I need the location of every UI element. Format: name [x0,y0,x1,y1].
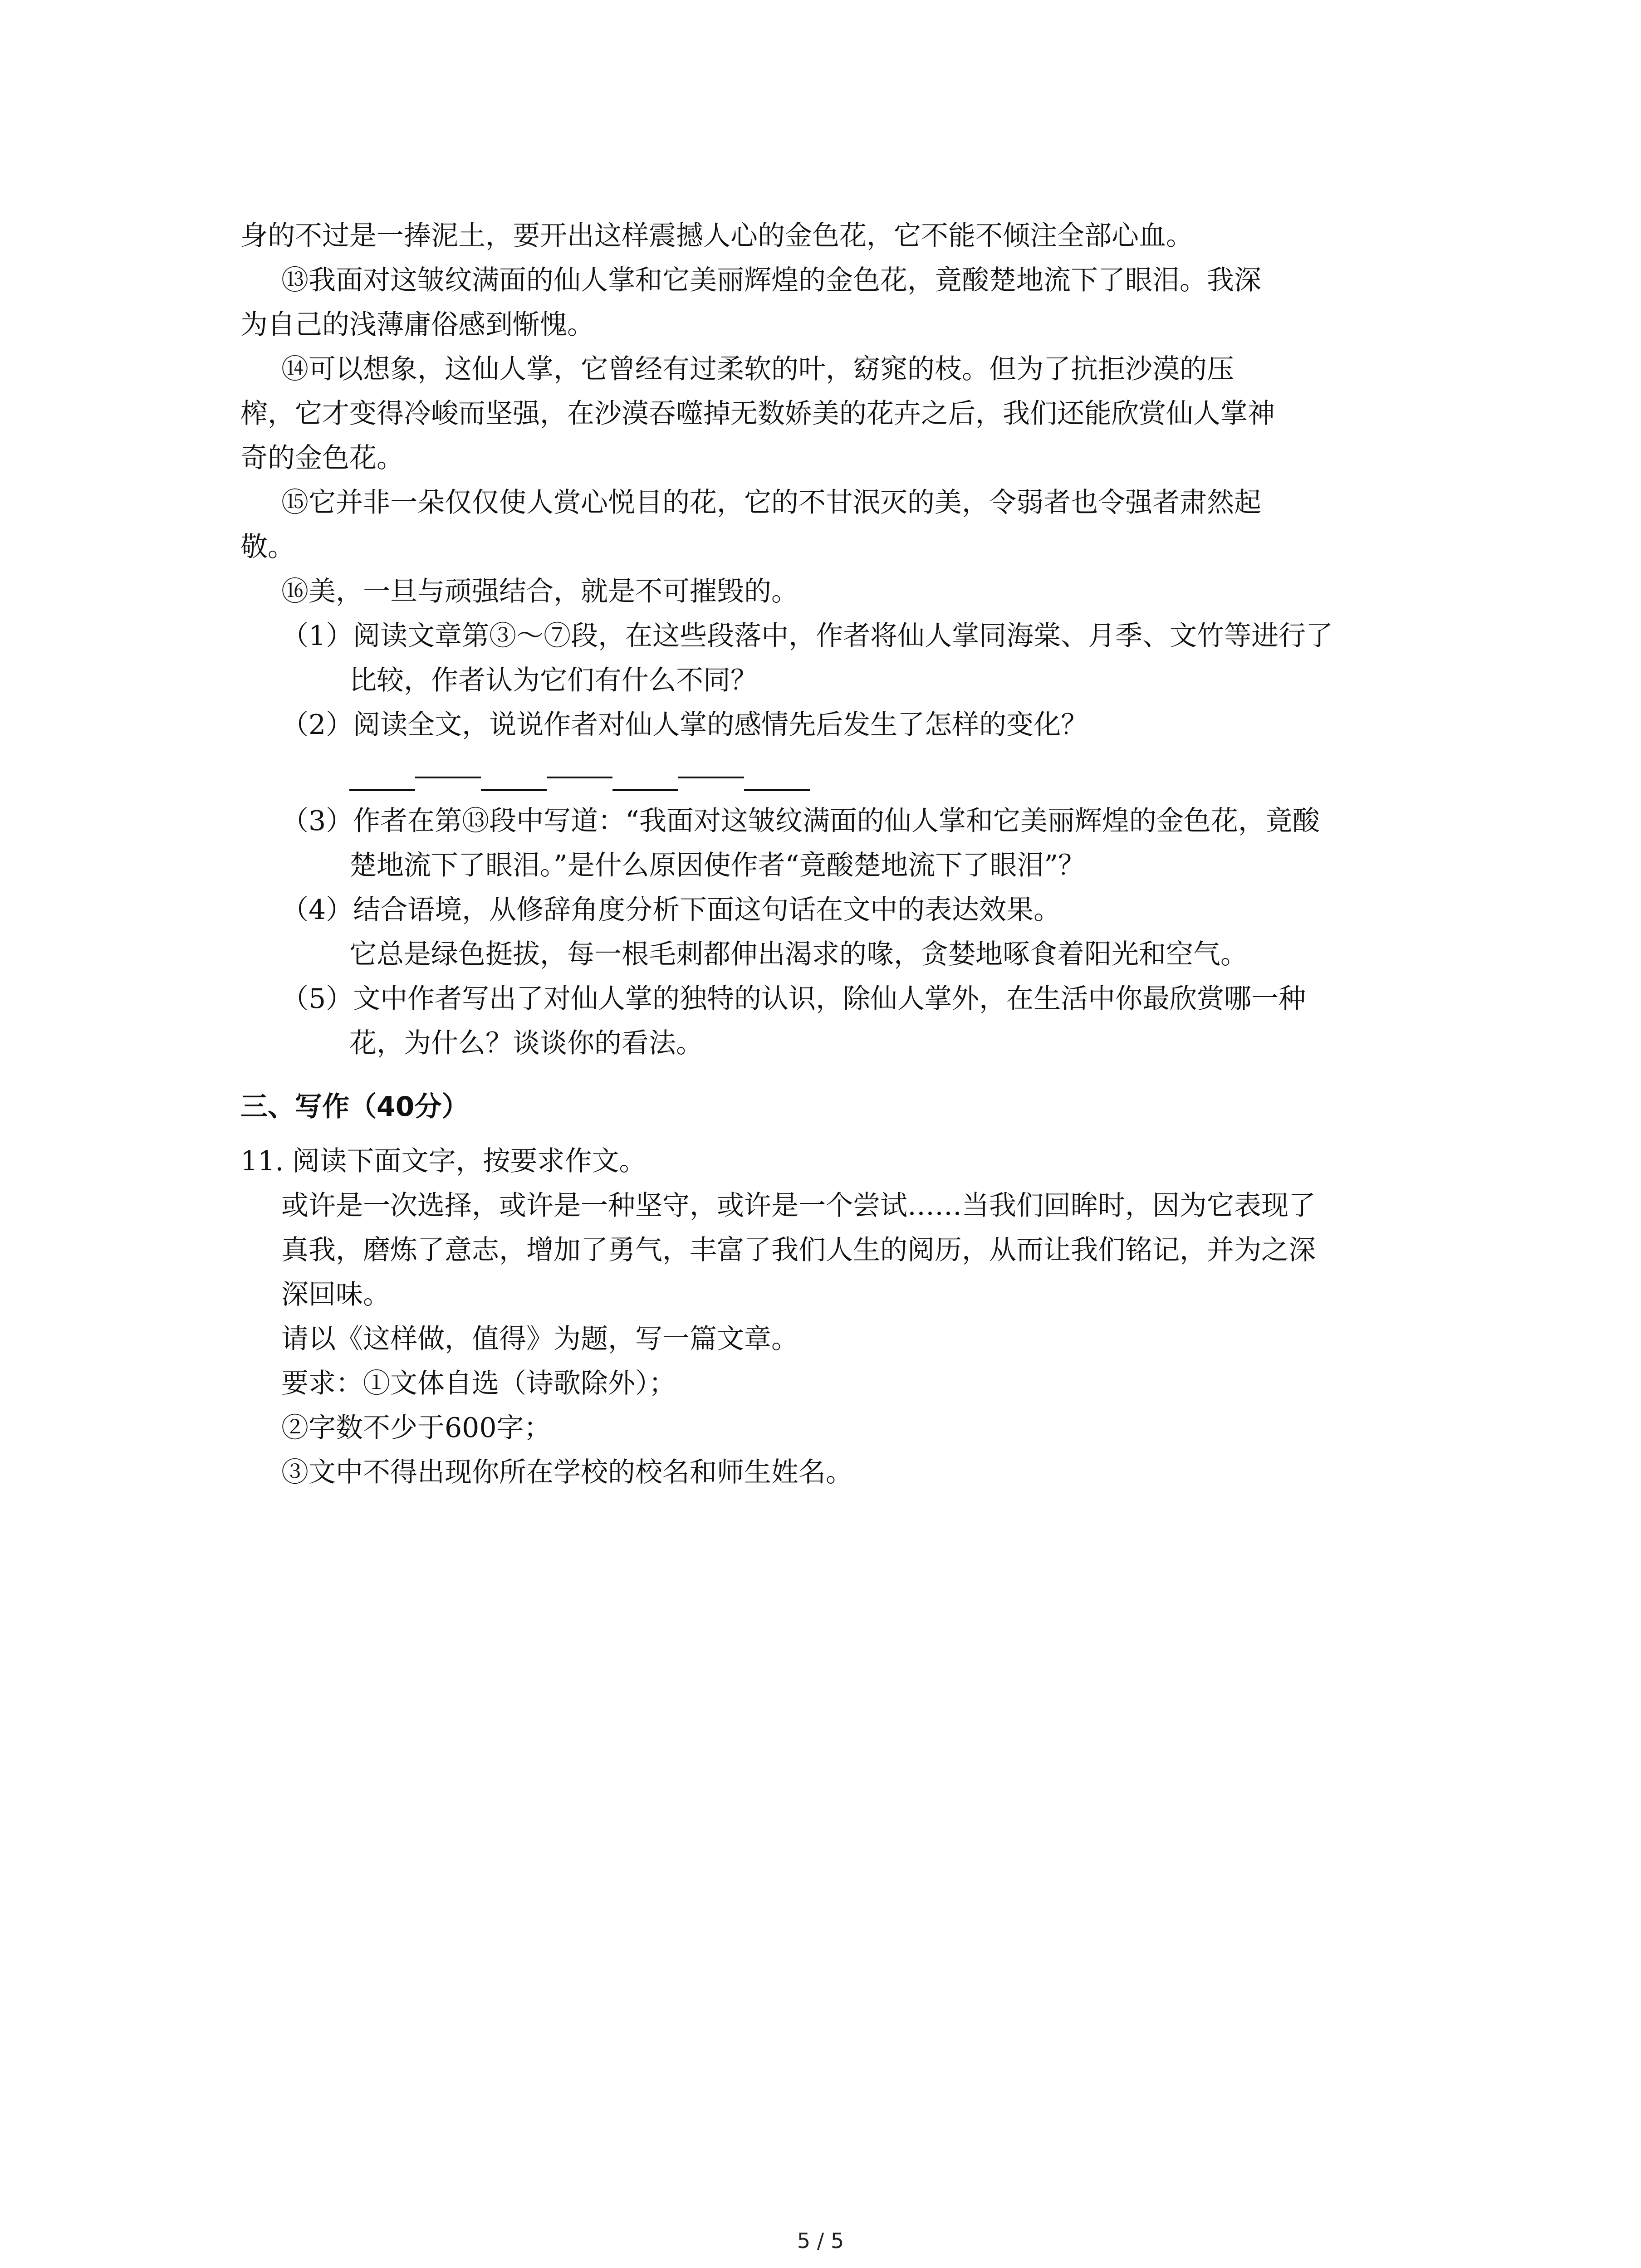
answer-blank [547,777,612,778]
question-1-line1: （1）阅读文章第③～⑦段，在这些段落中，作者将仙人掌同海棠、月季、文竹等进行了 [281,620,1333,652]
writing-title-instruction: 请以《这样做，值得》为题，写一篇文章。 [281,1323,798,1355]
passage-p14-line3: 奇的金色花。 [240,442,404,474]
passage-p14-line2: 榨，它才变得冷峻而坚强，在沙漠吞噬掉无数娇美的花卉之后，我们还能欣赏仙人掌神 [240,398,1275,430]
question-3-line1: （3）作者在第⑬段中写道：“我面对这皱纹满面的仙人掌和它美丽辉煌的金色花，竟酸 [281,805,1320,837]
answer-blank [349,789,415,791]
question-5-line2: 花，为什么？谈谈你的看法。 [349,1027,703,1059]
writing-prompt-line3: 深回味。 [281,1279,390,1310]
writing-prompt-line1: 或许是一次选择，或许是一种坚守，或许是一个尝试……当我们回眸时，因为它表现了 [281,1190,1316,1222]
writing-requirement-2: ②字数不少于600字； [281,1412,551,1444]
writing-prompt-line2: 真我，磨炼了意志，增加了勇气，丰富了我们人生的阅历，从而让我们铭记，并为之深 [281,1234,1316,1266]
question-4-line1: （4）结合语境，从修辞角度分析下面这句话在文中的表达效果。 [281,894,1061,926]
answer-blank [612,789,678,791]
page-number: 5 / 5 [797,2229,844,2253]
answer-blank [415,777,481,778]
answer-blank [744,789,810,791]
answer-blank [678,777,744,778]
answer-blank [481,789,547,791]
section-heading-writing: 三、写作（40分） [240,1091,469,1123]
question-1-line2: 比较，作者认为它们有什么不同？ [349,665,758,696]
writing-requirement-1: 要求：①文体自选（诗歌除外）； [281,1368,676,1399]
passage-p15-line2: 敬。 [240,531,295,563]
passage-p15-line1: ⑮它并非一朵仅仅使人赏心悦目的花，它的不甘泯灭的美，令弱者也令强者肃然起 [281,487,1261,518]
passage-p12-end: 身的不过是一捧泥土，要开出这样震撼人心的金色花，它不能不倾注全部心血。 [240,220,1193,252]
question-11-title: 11. 阅读下面文字，按要求作文。 [240,1145,647,1177]
passage-p13-line1: ⑬我面对这皱纹满面的仙人掌和它美丽辉煌的金色花，竟酸楚地流下了眼泪。我深 [281,264,1261,296]
question-3-line2: 楚地流下了眼泪。”是什么原因使作者“竟酸楚地流下了眼泪”？ [349,850,1086,881]
question-5-line1: （5）文中作者写出了对仙人掌的独特的认识，除仙人掌外，在生活中你最欣赏哪一种 [281,983,1306,1015]
passage-p13-line2: 为自己的浅薄庸俗感到惭愧。 [240,309,594,341]
question-2-line1: （2）阅读全文，说说作者对仙人掌的感情先后发生了怎样的变化？ [281,709,1088,741]
writing-requirement-3: ③文中不得出现你所在学校的校名和师生姓名。 [281,1457,853,1488]
passage-p14-line1: ⑭可以想象，这仙人掌，它曾经有过柔软的叶，窈窕的枝。但为了抗拒沙漠的压 [281,353,1234,385]
passage-p16: ⑯美，一旦与顽强结合，就是不可摧毁的。 [281,576,798,607]
question-4-line2: 它总是绿色挺拔，每一根毛刺都伸出渴求的喙，贪婪地啄食着阳光和空气。 [349,938,1248,970]
answer-blanks [349,748,803,793]
